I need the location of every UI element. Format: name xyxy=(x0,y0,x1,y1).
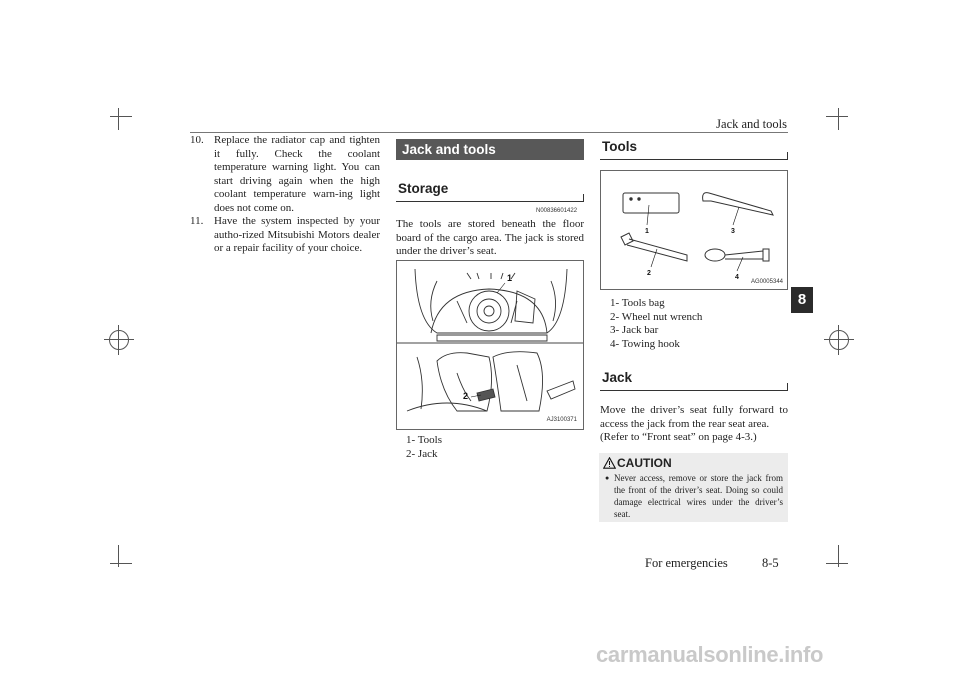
warning-triangle-icon xyxy=(603,457,616,469)
left-column xyxy=(190,134,380,256)
crop-mark xyxy=(826,116,848,117)
legend-item: 3- Jack bar xyxy=(610,324,659,336)
running-head: Jack and tools xyxy=(716,117,787,131)
crop-mark xyxy=(826,563,848,564)
step-text: Replace the radiator cap and tighten it fully. Check the coolant temperature warning light. You can start driving again when the high coolant temperature warn-ing light does not come on. xyxy=(214,134,380,214)
jack-reference: (Refer to “Front seat” on page 4-3.) xyxy=(600,431,757,443)
callout-2: 2 xyxy=(463,391,469,401)
crop-mark xyxy=(838,108,839,130)
header-rule xyxy=(190,132,788,133)
tools-figure-ref-code: AG0005344 xyxy=(750,279,783,285)
step-text: Have the system inspected by your autho-rized Mitsubishi Motors dealer or a repair facility of your choice. xyxy=(214,215,380,254)
chapter-tab: 8 xyxy=(791,287,813,313)
legend-item: 1- Tools xyxy=(406,434,443,446)
tool-label-4: 4 xyxy=(735,274,739,281)
tools-figure xyxy=(600,170,788,290)
legend-item: 2- Jack xyxy=(406,447,438,460)
caution-box xyxy=(599,453,788,522)
tool-label-2: 2 xyxy=(647,270,651,277)
caution-label: CAUTION xyxy=(617,456,672,470)
legend-item: 1- Tools bag xyxy=(610,297,665,309)
crop-mark xyxy=(110,116,132,117)
storage-paragraph: The tools are stored beneath the floor board of the cargo area. The jack is stored under the driver’s seat. xyxy=(396,218,584,257)
tools-title: Tools xyxy=(600,139,788,160)
watermark: carmanualsonline.info xyxy=(596,642,824,667)
crop-mark xyxy=(118,108,119,130)
section-title-jack-and-tools: Jack and tools xyxy=(396,139,584,160)
crop-mark xyxy=(110,563,132,564)
step-11 xyxy=(190,215,380,256)
tool-label-1: 1 xyxy=(645,228,649,235)
storage-figure xyxy=(396,260,584,430)
tool-label-3: 3 xyxy=(731,228,735,235)
figure-ref-code: AJ3100371 xyxy=(546,417,577,423)
doc-code: N00836601422 xyxy=(536,208,578,214)
callout-1: 1 xyxy=(507,273,513,283)
footer-page: 8-5 xyxy=(762,556,779,570)
step-number: 10. xyxy=(190,134,204,146)
legend-item: 2- Wheel nut wrench xyxy=(610,310,703,323)
tools-legend xyxy=(610,297,780,351)
step-10 xyxy=(190,134,380,215)
caution-text: ● Never access, remove or store the jack from the front of the driver’s seat. Doing so could damage electrical wires under the driver’s seat. xyxy=(605,472,783,520)
footer-section: For emergencies xyxy=(645,556,728,570)
legend-item: 4- Towing hook xyxy=(610,337,680,350)
storage-illustration xyxy=(397,261,583,429)
registration-mark-left xyxy=(109,330,129,350)
subsection-title-storage: Storage xyxy=(396,181,584,202)
jack-title: Jack xyxy=(600,370,788,391)
storage-legend xyxy=(406,434,576,461)
registration-mark-right xyxy=(829,330,849,350)
jack-paragraph: Move the driver’s seat fully forward to access the jack from the rear seat area. xyxy=(600,404,788,430)
tools-illustration xyxy=(601,171,787,289)
step-number: 11. xyxy=(190,215,204,227)
